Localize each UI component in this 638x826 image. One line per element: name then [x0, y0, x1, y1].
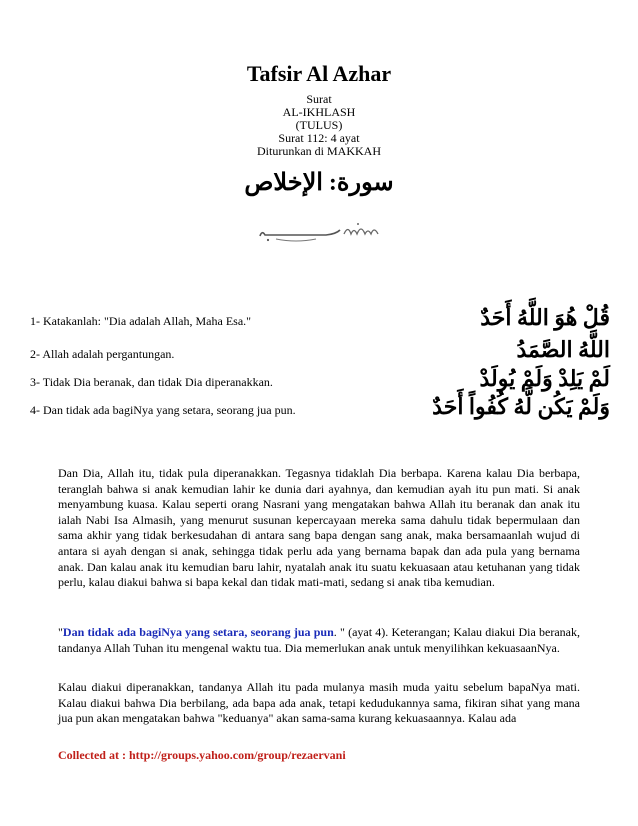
paragraph-3: Kalau diakui diperanakkan, tandanya Allah itu pada mulanya masih muda yaitu sebelum bapaNya mati. Kalau diakui bahwa Dia berbilang, ada bapa ada anak, tetapi kedudukannya sama, fikiran sihat yang mana jua pun akan mengatakan bahwa "keduanya" akan sama-sama kurang kekuasaannya. Kalau ada	[58, 680, 580, 726]
verse-1-arabic: قُلْ هُوَ اللَّهُ أَحَدٌ	[480, 305, 610, 330]
paragraph-2-text: . " (ayat 4). Keterangan; Kalau diakui Dia beranak, tandanya Allah Tuhan itu mengenal waktu tua. Dia memerlukan anak untuk menyilihkan kekuasaanNya.	[58, 625, 580, 655]
verse-3-translation: 3- Tidak Dia beranak, dan tidak Dia diperanakkan.	[30, 375, 273, 389]
surah-name: AL-IKHLASH	[282, 105, 356, 119]
verse-3-arabic: لَمْ يَلِدْ وَلَمْ يُولَدْ	[479, 366, 610, 391]
verse-2-arabic: اللَّهُ الصَّمَدُ	[516, 337, 610, 362]
arabic-surah-title: سورة: الإخلاص	[244, 170, 394, 196]
surah-meaning: (TULUS)	[295, 118, 343, 132]
verse-4-translation: 4- Dan tidak ada bagiNya yang setara, seorang jua pun.	[30, 403, 296, 417]
footer-source: Collected at : http://groups.yahoo.com/group/rezaervani	[58, 748, 346, 762]
document-title: Tafsir Al Azhar	[246, 61, 392, 86]
paragraph-2	[58, 625, 580, 656]
revelation-place: Diturunkan di MAKKAH	[257, 144, 381, 158]
paragraph-1: Dan Dia, Allah itu, tidak pula diperanakkan. Tegasnya tidaklah Dia berbapa. Karena kalau Dia berbapa, teranglah bahwa si anak kemudian lahir ke dunia dari ayahnya, dan kemudian ayah itu pun mati. Si anak menyambung kuasa. Kalau seperti orang Nasrani yang mengatakan bahwa Allah itu beranak dan anak itu ialah Nabi Isa Almasih, yang menurut susunan kepercayaan mereka sama dahulu tidak bepermulaan dan sama akhir yang tidak berkesudahan di antara sang bapa dengan sang anak, maka bersamaanlah wujud di antara si ayah dengan si anak, sehingga tidak perlu ada yang bernama bapak dan ada pula yang bernama anak. Dan kalau anak itu kemudian baru lahir, nyatalah anak itu suatu kekuasaan atau ketuhanan yang tidak perlu, kalau diakui bahwa si bapa kekal dan tidak mati-mati, sedang si anak tiba kemudian.	[58, 466, 580, 590]
quote-open: "	[58, 625, 63, 639]
verse-1-translation: 1- Katakanlah: "Dia adalah Allah, Maha Esa."	[30, 314, 252, 328]
verse-2-translation: 2- Allah adalah pergantungan.	[30, 347, 175, 361]
surat-label: Surat	[306, 92, 332, 106]
verse-4-quote: Dan tidak ada bagiNya yang setara, seorang jua pun	[62, 625, 334, 639]
verse-4-arabic: وَلَمْ يَكُن لَّهُ كُفُواً أَحَدٌ	[432, 394, 610, 419]
surah-info: Surat 112: 4 ayat	[278, 131, 360, 145]
bismillah-calligraphy	[256, 218, 386, 244]
